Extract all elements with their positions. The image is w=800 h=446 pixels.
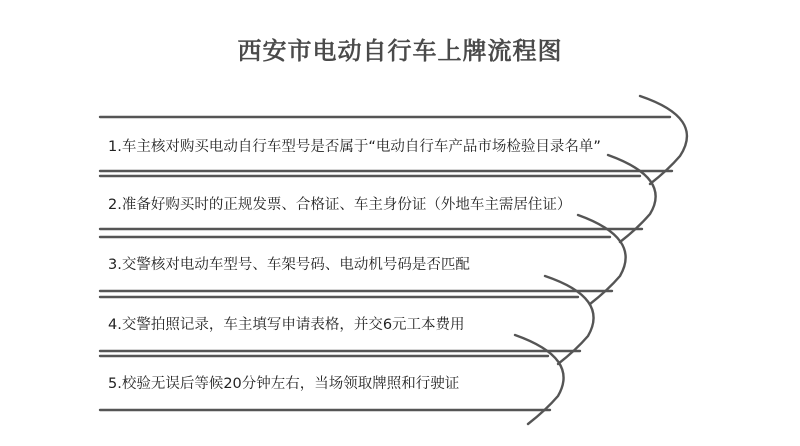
step-3-text: 3.交警核对电动车型号、车架号码、电动机号码是否匹配 [108, 257, 470, 273]
page-title: 西安市电动自行车上牌流程图 [237, 37, 563, 65]
step-1-text: 1.车主核对购买电动自行车型号是否属于“电动自行车产品市场检验目录名单” [108, 139, 601, 155]
step-4-text: 4.交警拍照记录，车主填写申请表格，并交6元工本费用 [108, 317, 465, 333]
step-2-text: 2.准备好购买时的正规发票、合格证、车主身份证（外地车主需居住证） [108, 197, 572, 213]
step-5-text: 5.校验无误后等候20分钟左右，当场领取牌照和行驶证 [108, 376, 460, 392]
